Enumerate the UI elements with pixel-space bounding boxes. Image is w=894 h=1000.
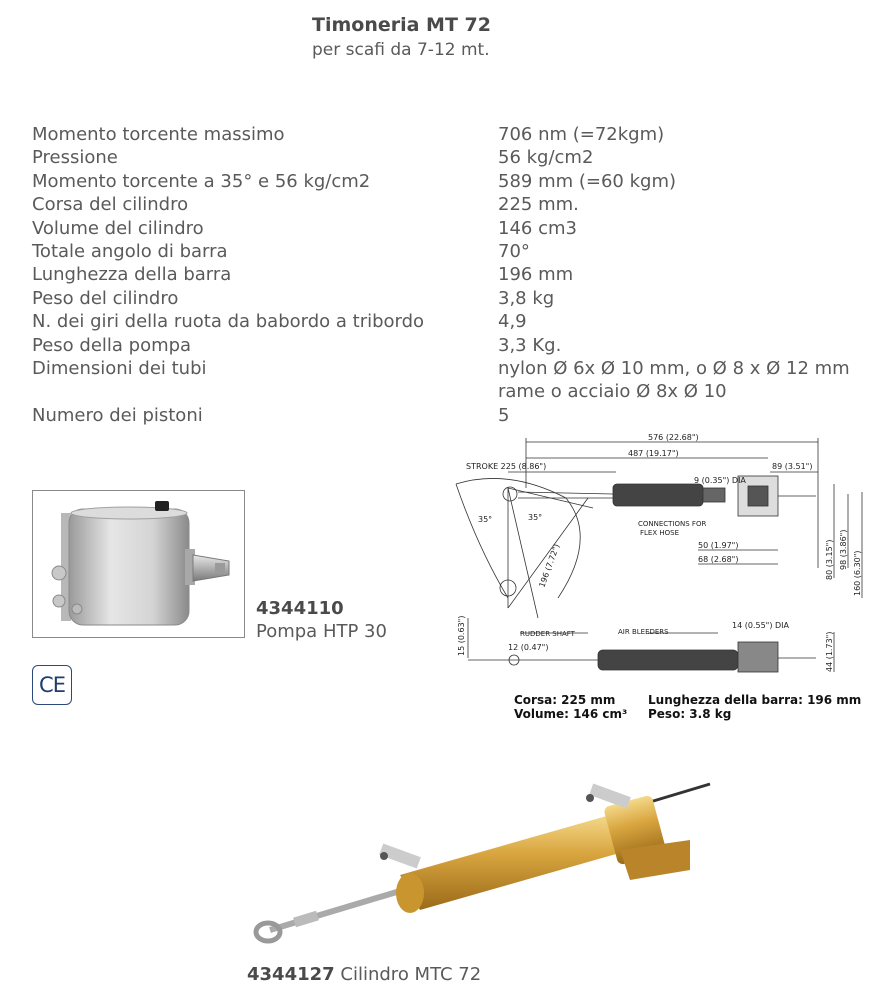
dim-98: 98 (3.86") (839, 529, 848, 570)
spec-label: Momento torcente massimo (32, 124, 285, 145)
spec-row (32, 263, 882, 286)
drawing-volume: Volume: 146 cm³ (514, 707, 628, 721)
spec-label: Totale angolo di barra (32, 241, 228, 263)
spec-value-line: rame o acciaio Ø 8x Ø 10 (498, 381, 727, 403)
spec-row (32, 240, 882, 263)
spec-row (32, 146, 882, 169)
spec-value-line: 3,3 Kg. (498, 334, 562, 356)
pump-image-frame (32, 490, 245, 638)
spec-label: Lunghezza della barra (32, 264, 232, 286)
rudder-shaft-label: RUDDER SHAFT (520, 630, 575, 638)
spec-value-line: 146 cm3 (498, 217, 577, 239)
spec-value (498, 334, 561, 357)
spec-value (498, 310, 527, 333)
drawing-corsa: Corsa: 225 mm (514, 693, 616, 707)
spec-value-line: 5 (498, 404, 510, 426)
spec-value-line: 70° (498, 241, 530, 263)
cylinder-name: Cilindro MTC 72 (340, 964, 482, 985)
drawing-lunghezza: Lunghezza della barra: 196 mm (648, 693, 862, 707)
pump-name: Pompa HTP 30 (256, 621, 387, 642)
pump-image (33, 491, 244, 637)
spec-label: Momento torcente a 35° e 56 kg/cm2 (32, 170, 371, 192)
drawing-peso: Peso: 3.8 kg (648, 707, 732, 721)
spec-value (498, 357, 850, 404)
spec-table (32, 123, 882, 427)
connections-label: CONNECTIONS FOR (638, 520, 707, 528)
cylinder-image (250, 780, 720, 960)
dim-15: 15 (0.63") (457, 615, 466, 656)
spec-label: Corsa del cilindro (32, 194, 189, 216)
spec-label: Peso della pompa (32, 334, 192, 356)
cylinder-caption (247, 964, 481, 985)
technical-drawing (448, 428, 888, 728)
cylinder-code: 4344127 (247, 964, 335, 985)
dim-80: 80 (3.15") (825, 539, 834, 580)
dim-576: 576 (22.68") (648, 433, 699, 442)
spec-label: Peso del cilindro (32, 287, 179, 309)
spec-value-line: 196 mm (498, 264, 574, 286)
spec-value (498, 146, 593, 169)
page-title: Timoneria MT 72 (312, 14, 491, 36)
dim-487: 487 (19.17") (628, 449, 679, 458)
dim-12: 12 (0.47") (508, 643, 549, 652)
spec-row (32, 123, 882, 146)
spec-label: N. dei giri della ruota da babordo a tribordo (32, 311, 425, 333)
spec-value (498, 170, 676, 193)
spec-value-line: 4,9 (498, 311, 527, 333)
page-subtitle: per scafi da 7-12 mt. (312, 40, 490, 60)
ce-mark-logo: CE (32, 665, 72, 705)
spec-value-line: 56 kg/cm2 (498, 147, 594, 169)
spec-value-line: 589 mm (=60 kgm) (498, 170, 677, 192)
spec-value-line: 225 mm. (498, 194, 579, 216)
dim-44: 44 (1.73") (825, 631, 834, 672)
spec-row (32, 334, 882, 357)
spec-value (498, 404, 509, 427)
dim-9-dia: 9 (0.35") DIA (694, 476, 746, 485)
spec-label: Volume del cilindro (32, 217, 204, 239)
spec-value-line: nylon Ø 6x Ø 10 mm, o Ø 8 x Ø 12 mm (498, 358, 850, 380)
spec-value (498, 123, 664, 146)
spec-value-line: 706 nm (=72kgm) (498, 124, 665, 145)
spec-row (32, 193, 882, 216)
spec-value (498, 240, 530, 263)
spec-row (32, 170, 882, 193)
air-bleeders-label: AIR BLEEDERS (618, 628, 669, 636)
spec-row (32, 310, 882, 333)
pump-code: 4344110 (256, 598, 344, 619)
spec-row (32, 404, 882, 427)
dim-68: 68 (2.68") (698, 555, 739, 564)
dim-89: 89 (3.51") (772, 462, 813, 471)
spec-label: Dimensioni dei tubi (32, 358, 207, 380)
spec-label: Numero dei pistoni (32, 404, 203, 426)
spec-value (498, 263, 573, 286)
spec-row (32, 357, 882, 404)
angle-right: 35° (528, 513, 543, 522)
spec-label: Pressione (32, 147, 118, 169)
spec-value (498, 217, 577, 240)
dim-50: 50 (1.97") (698, 541, 739, 550)
dim-160: 160 (6.30") (853, 550, 862, 596)
spec-row (32, 287, 882, 310)
spec-row (32, 217, 882, 240)
dim-14-dia: 14 (0.55") DIA (732, 621, 789, 630)
flex-hose-label: FLEX HOSE (640, 529, 680, 537)
spec-value-line: 3,8 kg (498, 287, 555, 309)
spec-value (498, 193, 579, 216)
angle-left: 35° (478, 515, 493, 524)
spec-value (498, 287, 554, 310)
dim-196: 196 (7.72") (537, 542, 562, 589)
dim-stroke: STROKE 225 (8.86") (466, 462, 547, 471)
